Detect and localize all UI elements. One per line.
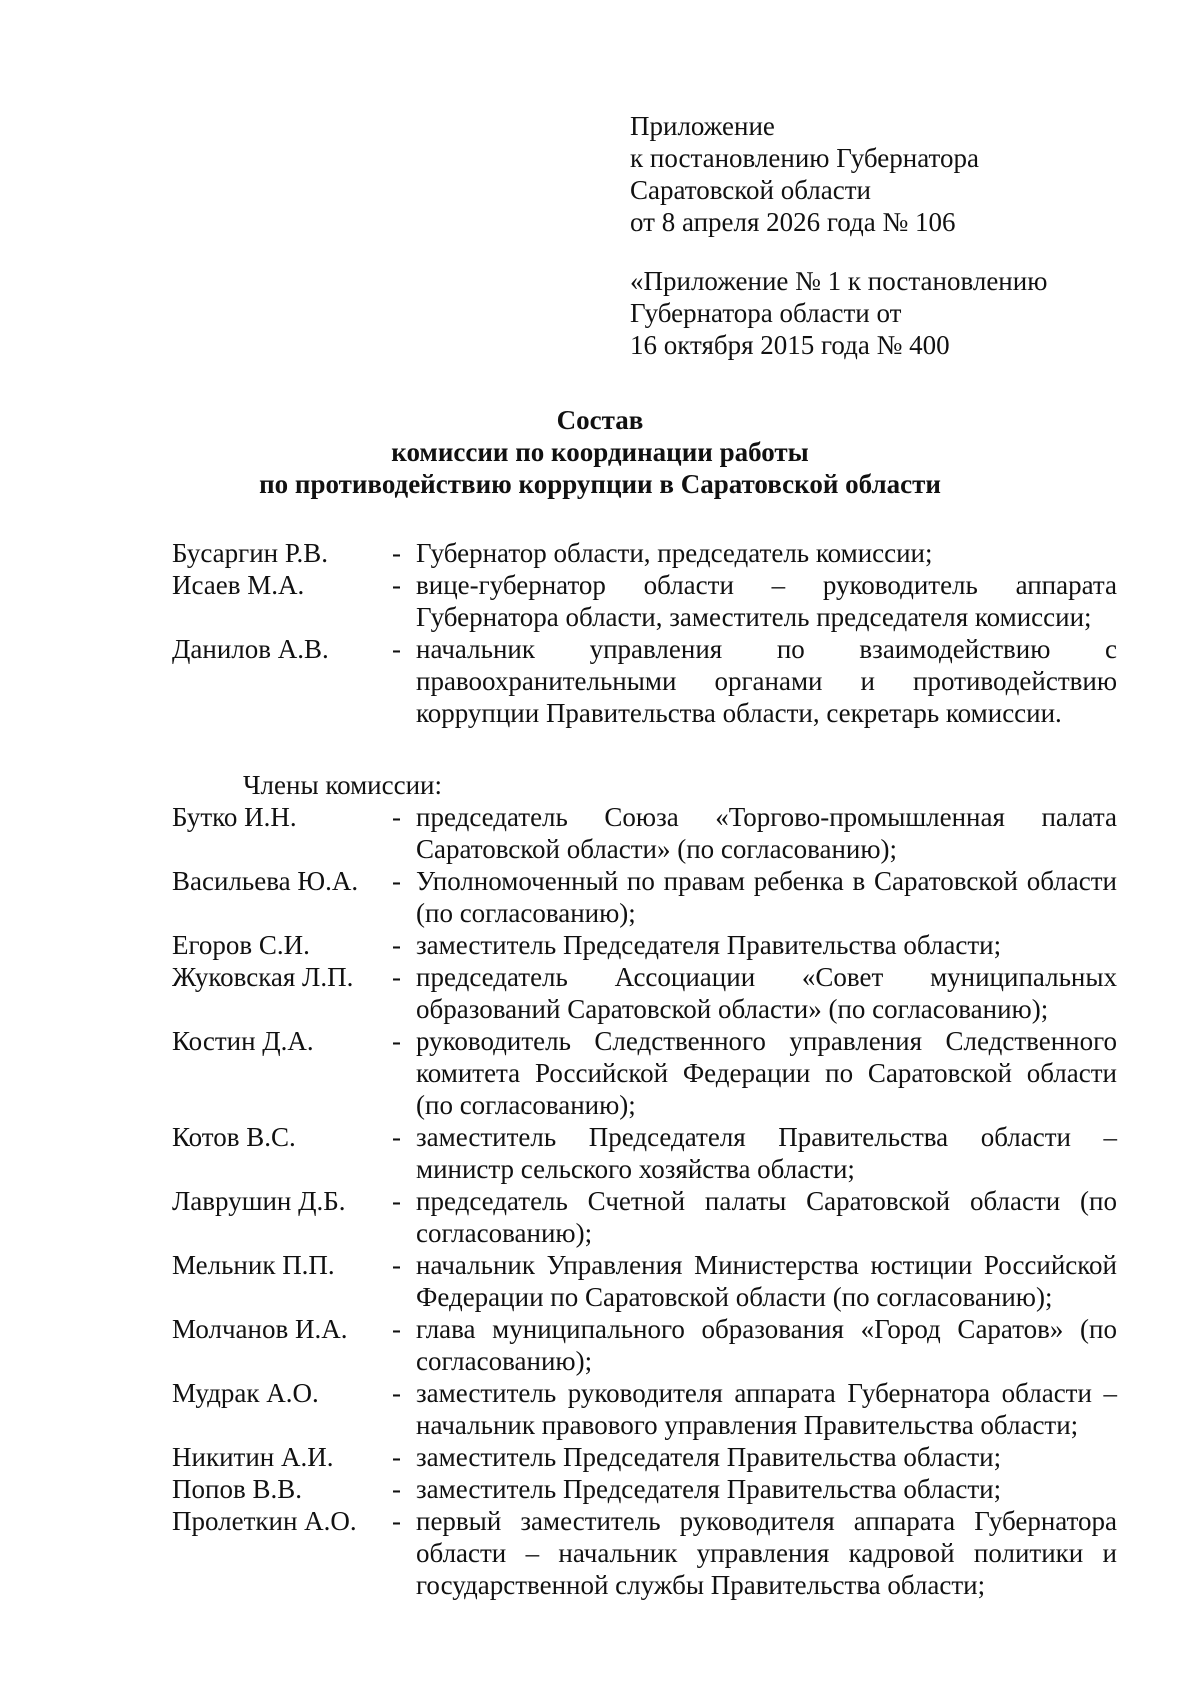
member-name: Жуковская Л.П.	[172, 962, 354, 992]
member-role: руководитель Следственного управления Следственного комитета Российской Федерации по Саратовской области (по согласованию);	[416, 1026, 1117, 1120]
member-name: Данилов А.В.	[172, 634, 329, 664]
list-item	[172, 961, 1117, 1025]
members-label: Члены комиссии:	[243, 770, 442, 800]
member-name: Бутко И.Н.	[172, 802, 297, 832]
dash: -	[392, 634, 401, 664]
list-item	[172, 1441, 1117, 1473]
member-name: Молчанов И.А.	[172, 1314, 348, 1344]
member-name: Костин Д.А.	[172, 1026, 314, 1056]
appendix-line: от 8 апреля 2026 года № 106	[630, 207, 956, 237]
member-name: Пролеткин А.О.	[172, 1506, 357, 1536]
dash: -	[392, 1378, 401, 1408]
appendix-line: Саратовской области	[630, 175, 871, 205]
member-name: Лаврушин Д.Б.	[172, 1186, 346, 1216]
title-line-2: комиссии по координации работы	[391, 437, 809, 467]
list-item	[172, 633, 1117, 729]
member-role: вице-губернатор области – руководитель аппарата Губернатора области, заместитель председателя комиссии;	[416, 570, 1117, 632]
list-item	[172, 801, 1117, 865]
member-name: Котов В.С.	[172, 1122, 296, 1152]
appendix-line: Приложение	[630, 111, 775, 141]
member-role: заместитель Председателя Правительства области;	[416, 1442, 1002, 1472]
dash: -	[392, 1026, 401, 1056]
appendix-header	[630, 110, 1150, 361]
member-role: заместитель Председателя Правительства области;	[416, 1474, 1002, 1504]
member-role: первый заместитель руководителя аппарата Губернатора области – начальник управления кадровой политики и государственной службы Правительства области;	[416, 1506, 1117, 1600]
dash: -	[392, 1314, 401, 1344]
list-item	[172, 1249, 1117, 1313]
list-item	[172, 1313, 1117, 1377]
member-name: Никитин А.И.	[172, 1442, 334, 1472]
member-role: заместитель руководителя аппарата Губернатора области – начальник правового управления Правительства области;	[416, 1378, 1117, 1440]
member-role: Уполномоченный по правам ребенка в Саратовской области (по согласованию);	[416, 866, 1117, 928]
title-line-3: по противодействию коррупции в Саратовской области	[259, 469, 941, 499]
list-item	[172, 569, 1117, 633]
list-item	[172, 1121, 1117, 1185]
list-item	[172, 1025, 1117, 1121]
dash: -	[392, 866, 401, 896]
member-name: Егоров С.И.	[172, 930, 310, 960]
member-role: начальник Управления Министерства юстиции Российской Федерации по Саратовской области (по согласованию);	[416, 1250, 1117, 1312]
list-item	[172, 1505, 1117, 1601]
member-name: Мудрак А.О.	[172, 1378, 319, 1408]
list-item	[172, 1473, 1117, 1505]
member-role: председатель Счетной палаты Саратовской области (по согласованию);	[416, 1186, 1117, 1248]
list-item	[172, 1377, 1117, 1441]
member-name: Исаев М.А.	[172, 570, 305, 600]
member-role: Губернатор области, председатель комиссии;	[416, 538, 933, 568]
appendix-quote-line: Губернатора области от	[630, 298, 902, 328]
appendix-line: к постановлению Губернатора	[630, 143, 979, 173]
members-list	[172, 801, 1117, 1601]
document-title	[170, 404, 1030, 500]
member-name: Васильева Ю.А.	[172, 866, 359, 896]
member-role: глава муниципального образования «Город Саратов» (по согласованию);	[416, 1314, 1117, 1376]
dash: -	[392, 1442, 401, 1472]
appendix-quote	[630, 265, 1150, 361]
appendix-reference	[630, 110, 1150, 238]
member-role: начальник управления по взаимодействию с правоохранительными органами и противодействию коррупции Правительства области, секретарь комиссии.	[416, 634, 1117, 728]
list-item	[172, 865, 1117, 929]
dash: -	[392, 930, 401, 960]
dash: -	[392, 1122, 401, 1152]
member-role: заместитель Председателя Правительства области – министр сельского хозяйства области;	[416, 1122, 1117, 1184]
dash: -	[392, 1250, 401, 1280]
list-item	[172, 1185, 1117, 1249]
commission-roster	[172, 537, 1117, 1601]
member-name: Попов В.В.	[172, 1474, 302, 1504]
member-role: заместитель Председателя Правительства области;	[416, 930, 1002, 960]
member-role: председатель Союза «Торгово-промышленная палата Саратовской области» (по согласованию);	[416, 802, 1117, 864]
member-name: Бусаргин Р.В.	[172, 538, 329, 568]
dash: -	[392, 1506, 401, 1536]
appendix-quote-line: «Приложение № 1 к постановлению	[630, 266, 1048, 296]
title-line-1: Состав	[556, 405, 644, 435]
member-name: Мельник П.П.	[172, 1250, 335, 1280]
leadership-list	[172, 537, 1117, 729]
dash: -	[392, 538, 401, 568]
appendix-quote-line: 16 октября 2015 года № 400	[630, 330, 950, 360]
dash: -	[392, 1474, 401, 1504]
list-item	[172, 537, 1117, 569]
dash: -	[392, 802, 401, 832]
dash: -	[392, 1186, 401, 1216]
dash: -	[392, 962, 401, 992]
dash: -	[392, 570, 401, 600]
member-role: председатель Ассоциации «Совет муниципальных образований Саратовской области» (по согласованию);	[416, 962, 1117, 1024]
list-item	[172, 929, 1117, 961]
